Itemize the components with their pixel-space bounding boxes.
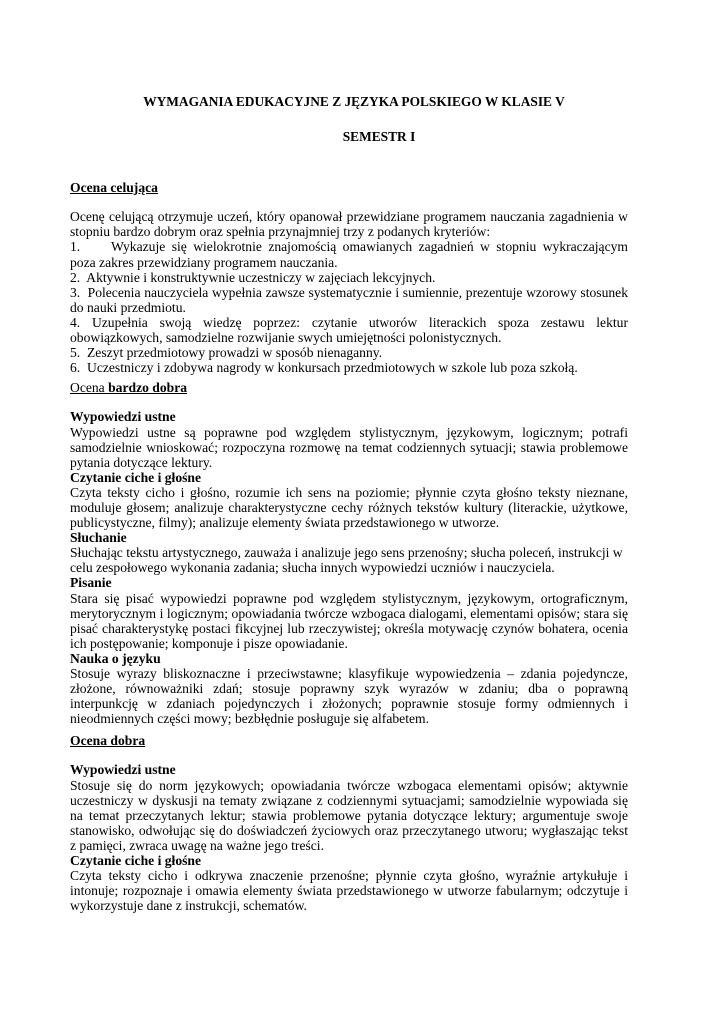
list-item	[70, 285, 628, 315]
list-item	[70, 345, 628, 360]
list-item-number: 3.	[70, 284, 81, 300]
list-item-number: 6.	[70, 360, 81, 376]
paragraph-wypowiedzi-ustne: Stosuje się do norm językowych; opowiadania twórcze wzbogaca elementami opisów; aktywnie uczestniczy w dyskusji na tematy związane z codziennymi sytuacjami; samodzielnie wypowiada się na temat przeczytanych lektur; stawia problemowe pytania dotyczące lektury; argumentuje swoje stanowisko, odwołując się do doświadczeń życiowych oraz przeczytanego utworu; wygłaszając tekst z pamięci, zwraca uwagę na ważne jego treści.	[70, 777, 628, 853]
paragraph-sluchanie: Słuchając tekstu artystycznego, zauważa i analizuje jego sens przenośny; słucha poleceń, instrukcji w celu zespołowego wykonania zadania; słucha innych wypowiedzi uczniów i nauczyciela.	[70, 545, 623, 576]
list-item-text: Wykazuje się wielokrotnie znajomością omawianych zagadnień w stopniu wykraczającym poza zakres przewidziany programem nauczania.	[70, 239, 628, 270]
paragraph-pisanie: Stara się pisać wypowiedzi poprawne pod względem stylistycznym, językowym, ortograficznym, merytorycznym i logicznym; opowiadania twórcze wzbogaca dialogami, elementami opisów; stara się pisać charakterystykę postaci fikcyjnej lub rzeczywistej; określa motywację czynów bohatera, ocenia ich postępowanie; komponuje i pisze opowiadanie.	[70, 590, 628, 651]
paragraph-czytanie: Czyta teksty cicho i odkrywa znaczenie przenośne; płynnie czyta głośno, wyraźnie artykułuje i intonuje; rozpoznaje i omawia elementy świata przedstawionego w utworze fabularnym; odczytuje i wykorzystuje dane z instrukcji, schematów.	[70, 868, 628, 914]
list-item	[70, 270, 628, 285]
list-item-number: 4.	[70, 314, 81, 330]
list-item-text: Aktywnie i konstruktywnie uczestniczy w zajęciach lekcyjnych.	[86, 269, 436, 285]
paragraph-nauka-o-jezyku: Stosuje wyrazy bliskoznaczne i przeciwstawne; klasyfikuje wypowiedzenia – zdania pojedyncze, złożone, równoważniki zdań; stosuje poprawny szyk wyrazów w zdaniu; dba o poprawną interpunkcję w zdaniach pojedynczych i złożonych; poprawnie stosuje formy odmiennych i nieodmiennych części mowy; bezbłędnie posługuje się alfabetem.	[70, 666, 628, 727]
list-item-number: 5.	[70, 345, 81, 361]
heading-grade: bardzo dobra	[108, 380, 188, 396]
heading-ocena-celujaca: Ocena celująca	[70, 180, 158, 196]
document-subtitle: SEMESTR I	[342, 129, 416, 145]
document-page	[70, 94, 628, 913]
paragraph-czytanie: Czyta teksty cicho i głośno, rozumie ich sens na poziomie; płynnie czyta głośno teksty nieznane, moduluje głosem; analizuje charakterystyczne cechy różnych tekstów kultury (literackie, użytkowe, publicystyczne, filmy); analizuje elementy świata przedstawionego w utworze.	[70, 484, 628, 531]
heading-prefix: Ocena	[70, 380, 109, 396]
list-item	[70, 315, 628, 345]
list-item-text: Zeszyt przedmiotowy prowadzi w sposób nienaganny.	[87, 345, 383, 361]
subheading-wypowiedzi-ustne: Wypowiedzi ustne	[70, 762, 176, 778]
subheading-czytanie: Czytanie ciche i głośne	[70, 469, 202, 485]
paragraph-wypowiedzi-ustne: Wypowiedzi ustne są poprawne pod względem stylistycznym, językowym, logicznym; potrafi samodzielnie wnioskować; rozpoczyna rozmowę na temat codziennych sytuacji; stawia problemowe pytania dotyczące lektury.	[70, 424, 628, 470]
list-item-text: Polecenia nauczyciela wypełnia zawsze systematycznie i sumiennie, prezentuje wzorowy stosunek do nauki przedmiotu.	[70, 284, 628, 315]
celujaca-intro: Ocenę celującą otrzymuje uczeń, który opanował przewidziane programem nauczania zagadnienia w stopniu bardzo dobrym oraz spełnia przynajmniej trzy z podanych kryteriów:	[70, 209, 628, 240]
heading-ocena-dobra: Ocena dobra	[70, 733, 146, 749]
list-item	[70, 360, 628, 375]
list-item-text: Uczestniczy i zdobywa nagrody w konkursach przedmiotowych w szkole lub poza szkołą.	[87, 360, 578, 376]
list-item-text: Uzupełnia swoją wiedzę poprzez: czytanie utworów literackich spoza zestawu lektur obowiązkowych, samodzielne rozwijanie swych umiejętności polonistycznych.	[70, 314, 628, 346]
document-title: WYMAGANIA EDUKACYJNE Z JĘZYKA POLSKIEGO W KLASIE V	[143, 94, 565, 109]
subheading-nauka-o-jezyku: Nauka o języku	[70, 650, 161, 666]
list-item	[70, 239, 628, 269]
subheading-sluchanie: Słuchanie	[70, 530, 127, 546]
subheading-czytanie: Czytanie ciche i głośne	[70, 853, 202, 869]
subheading-wypowiedzi-ustne: Wypowiedzi ustne	[70, 409, 176, 425]
heading-ocena-bardzo-dobra	[70, 380, 628, 395]
list-item-number: 2.	[70, 269, 81, 285]
list-item-number: 1.	[70, 239, 81, 255]
subheading-pisanie: Pisanie	[70, 575, 112, 591]
